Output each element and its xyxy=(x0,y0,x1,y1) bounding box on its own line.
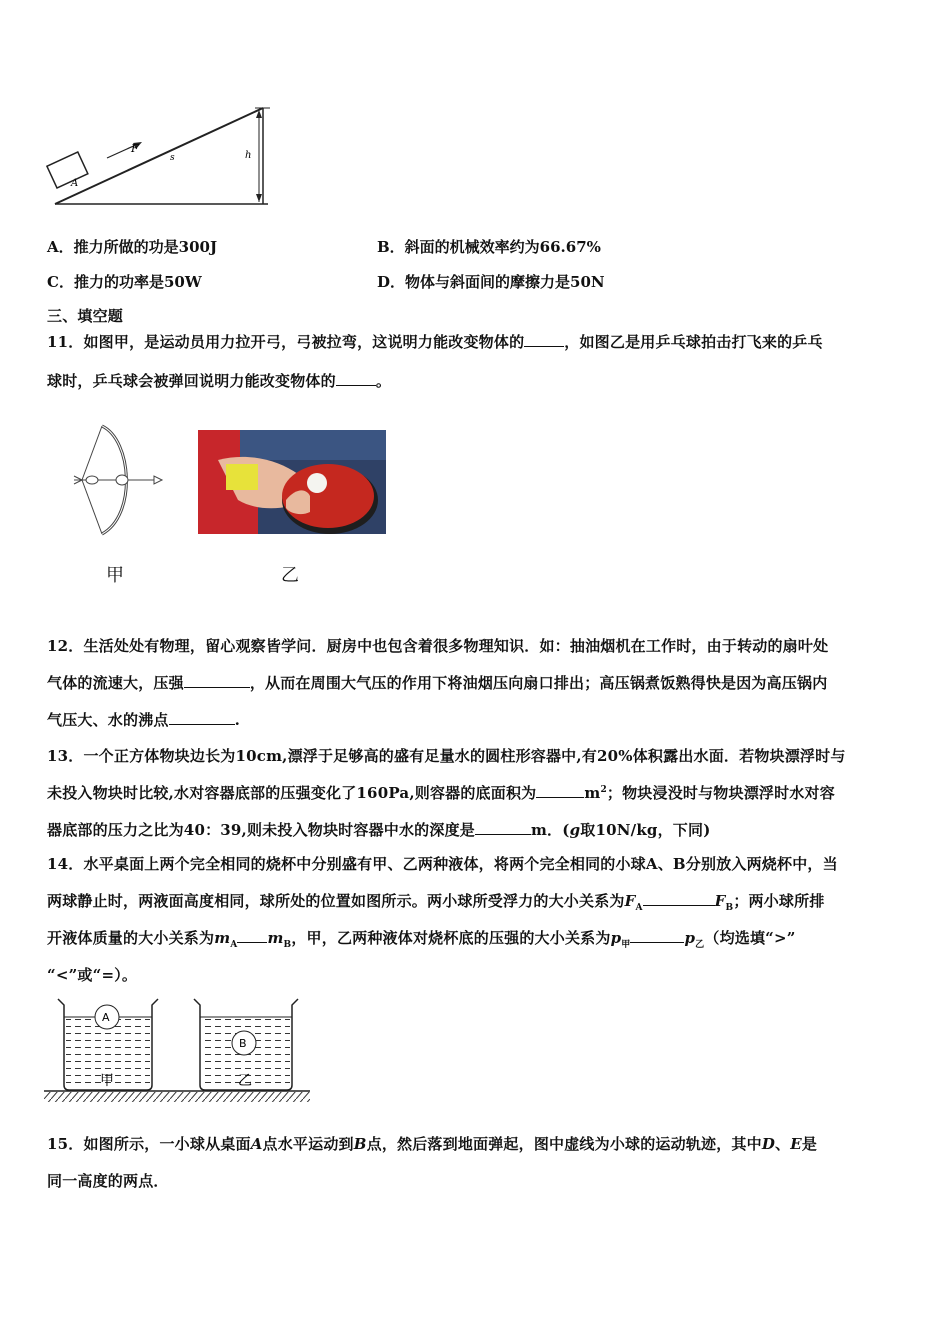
q11-line-2 xyxy=(47,370,391,391)
q11-blank-1[interactable] xyxy=(524,332,564,347)
q15-point-d: D xyxy=(761,1135,776,1153)
ping-pong-ball xyxy=(307,473,327,493)
q14-text-3a: 开液体质量的大小关系为 xyxy=(47,929,215,947)
q15-text-1d: 是 xyxy=(801,1135,818,1153)
q15-point-e: E xyxy=(790,1135,802,1153)
q15-line-2: 同一高度的两点． xyxy=(47,1172,169,1190)
q13-g-symbol: g xyxy=(569,821,581,839)
option-b: B．斜面的机械效率约为66.67% xyxy=(377,238,601,256)
q14-fa-sub: A xyxy=(635,903,643,913)
beaker-label-yi: 乙 xyxy=(238,1073,252,1089)
q13-text-2b: m xyxy=(584,784,601,802)
q14-text-2c: ；两小球所排 xyxy=(733,892,825,910)
q14-fa-symbol: F xyxy=(624,892,636,910)
q11-line-1 xyxy=(47,331,823,352)
q13-line-3 xyxy=(47,819,711,840)
q12-text-2b: ，从而在周围大气压的作用下将油烟压向扇口排出；高压锅煮饭熟得快是因为高压锅内 xyxy=(249,674,828,692)
q15-text-1c: 点，然后落到地面弹起，图中虚线为小球的运动轨迹，其中 xyxy=(366,1135,762,1153)
q12-line-2 xyxy=(47,672,827,693)
q15-text-1a: 15．如图所示，一小球从桌面 xyxy=(47,1135,251,1153)
q15-sep: 、 xyxy=(775,1135,791,1153)
q13-superscript: 2 xyxy=(600,785,607,795)
q14-line-2 xyxy=(47,890,825,913)
q14-pyi-symbol: p xyxy=(684,929,696,947)
q12-blank-2[interactable] xyxy=(169,710,235,725)
q13-text-3b: m．( xyxy=(530,821,570,839)
q15-point-b: B xyxy=(353,1135,367,1153)
height-label: h xyxy=(245,150,252,161)
q11-text-2b: 。 xyxy=(375,372,392,390)
option-d: D．物体与斜面间的摩擦力是50N xyxy=(377,273,605,291)
caption-jia: 甲 xyxy=(106,565,124,586)
block-label: A xyxy=(71,178,79,189)
section-title: 三、填空题 xyxy=(47,307,124,325)
q15-line-1 xyxy=(47,1133,817,1154)
q13-text-3a: 器底部的压力之比为40：39,则未投入物块时容器中水的深度是 xyxy=(47,821,475,839)
q14-mb-sub: B xyxy=(283,940,292,950)
q14-ma-symbol: m xyxy=(214,929,231,947)
q13-blank-1[interactable] xyxy=(536,783,584,798)
beakers-diagram xyxy=(44,995,312,1107)
q15-text-1b: 点水平运动到 xyxy=(262,1135,354,1153)
caption-yi: 乙 xyxy=(281,565,299,586)
q14-blank-3[interactable] xyxy=(630,928,684,943)
q11-text-1a: 11．如图甲，是运动员用力拉开弓，弓被拉弯，这说明力能改变物体的 xyxy=(47,333,525,351)
q14-blank-1[interactable] xyxy=(643,891,715,906)
q14-text-3c: ，甲，乙两种液体对烧杯底的压强的大小关系为 xyxy=(291,929,611,947)
q14-line-1: 14．水平桌面上两个完全相同的烧杯中分别盛有甲、乙两种液体，将两个完全相同的小球A、B分别放入两烧杯中，当 xyxy=(47,855,838,873)
q14-mb-symbol: m xyxy=(267,929,284,947)
q12-text-3b: . xyxy=(234,711,241,729)
ball-a-label: A xyxy=(102,1011,110,1024)
q13-line-2 xyxy=(47,782,835,803)
bow-figure xyxy=(62,420,170,540)
beaker-label-jia: 甲 xyxy=(100,1073,114,1089)
q14-pjia-symbol: p xyxy=(610,929,622,947)
q12-blank-1[interactable] xyxy=(184,673,250,688)
q14-pjia-sub: 甲 xyxy=(621,940,631,950)
q12-line-3 xyxy=(47,709,240,730)
q12-line-1: 12．生活处处有物理，留心观察皆学问．厨房中也包含着很多物理知识．如：抽油烟机在工作时，由于转动的扇叶处 xyxy=(47,637,829,655)
q14-ma-sub: A xyxy=(230,940,238,950)
q11-text-2a: 球时，乒乓球会被弹回说明力能改变物体的 xyxy=(47,372,336,390)
q14-blank-2[interactable] xyxy=(237,928,267,943)
q14-text-2a: 两球静止时，两液面高度相同，球所处的位置如图所示。两小球所受浮力的大小关系为 xyxy=(47,892,625,910)
incline-diagram xyxy=(45,100,275,212)
option-a: A．推力所做的功是300J xyxy=(47,238,218,256)
force-label: F xyxy=(131,142,139,155)
q13-line-1: 13．一个正方体物块边长为10cm,漂浮于足够高的盛有足量水的圆柱形容器中,有20%体积露出水面．若物块漂浮时与 xyxy=(47,747,846,765)
q14-fb-sub: B xyxy=(725,903,734,913)
q12-text-2a: 气体的流速大，压强 xyxy=(47,674,184,692)
q12-text-3a: 气压大、水的沸点 xyxy=(47,711,169,729)
q13-blank-2[interactable] xyxy=(475,820,531,835)
q15-point-a: A xyxy=(250,1135,263,1153)
q13-text-2a: 未投入物块时比较,水对容器底部的压强变化了160Pa,则容器的底面积为 xyxy=(47,784,537,802)
q11-blank-2[interactable] xyxy=(336,371,376,386)
q14-pyi-sub: 乙 xyxy=(695,940,705,950)
ping-pong-photo xyxy=(198,430,386,534)
q14-fb-symbol: F xyxy=(714,892,726,910)
q14-text-3d: （均选填“>” xyxy=(704,929,796,947)
q14-line-4: “<”或“=）。 xyxy=(47,966,138,984)
q11-text-1b: ，如图乙是用乒乓球拍击打飞来的乒乓 xyxy=(564,333,823,351)
q13-text-2c: ；物块浸没时与物块漂浮时水对容 xyxy=(606,784,835,802)
slope-label: s xyxy=(170,153,175,163)
q14-line-3 xyxy=(47,927,796,950)
q13-text-3c: 取10N/kg，下同) xyxy=(580,821,711,839)
ball-b-label: B xyxy=(239,1037,247,1050)
option-c: C．推力的功率是50W xyxy=(47,273,202,291)
